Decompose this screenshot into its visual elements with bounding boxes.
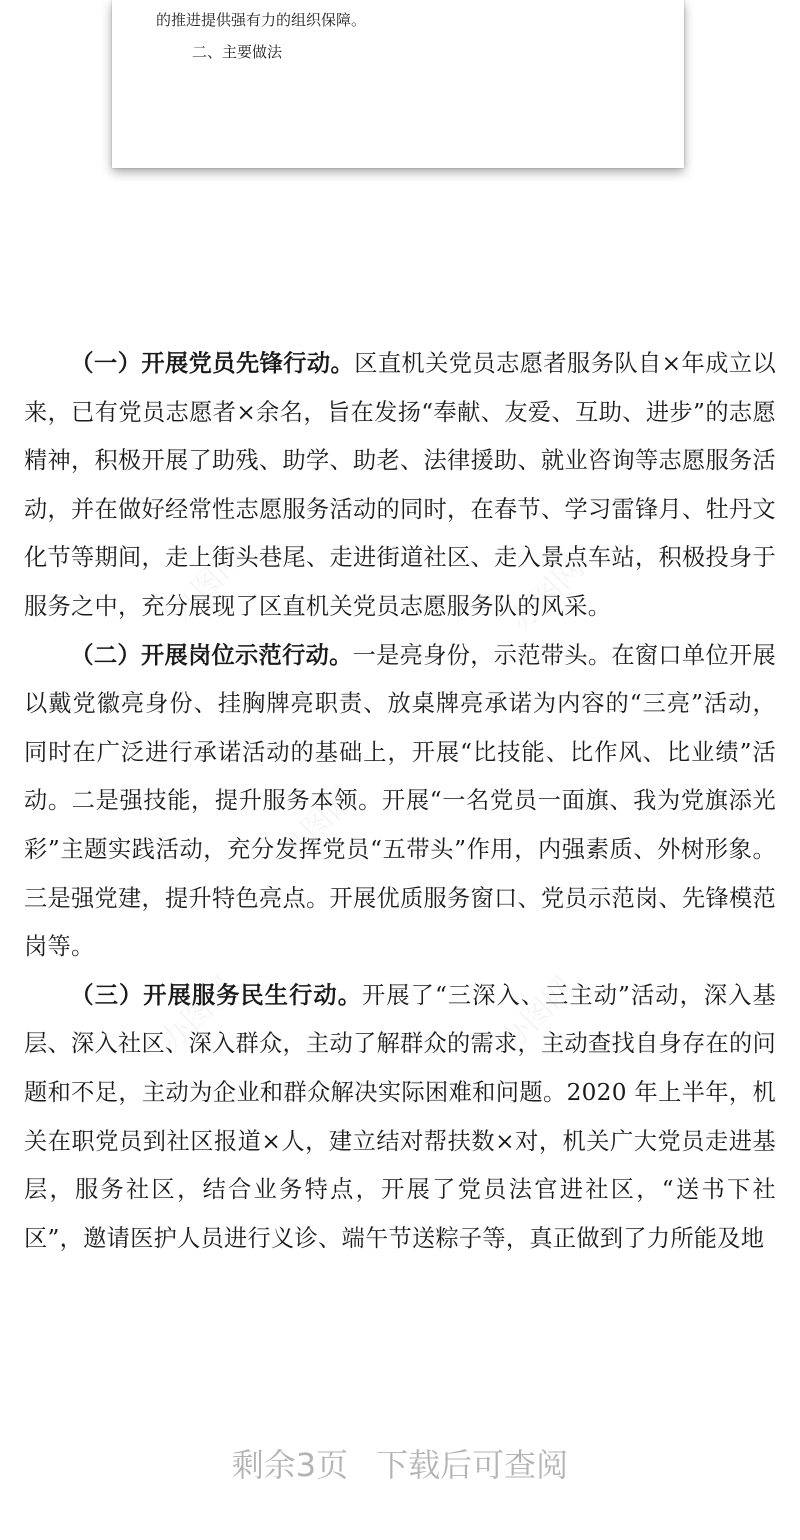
document-body <box>24 340 776 1263</box>
paragraph-text: 一是亮身份，示范带头。在窗口单位开展以戴党徽亮身份、挂胸牌亮职责、放桌牌亮承诺为内容的“三亮”活动，同时在广泛进行承诺活动的基础上，开展“比技能、比作风、比业绩”活动。二是强技能，提升服务本领。开展“一名党员一面旗、我为党旗添光彩”主题实践活动，充分发挥党员“五带头”作用，内强素质、外树形象。三是强党建，提升特色亮点。开展优质服务窗口、党员示范岗、先锋模范岗等。 <box>24 641 776 961</box>
paragraph-2 <box>24 632 776 972</box>
download-prompt[interactable] <box>0 1440 800 1486</box>
paragraph-heading: （二）开展岗位示范行动。 <box>70 641 353 669</box>
previous-page-preview <box>112 0 684 168</box>
preview-section-heading: 二、主要做法 <box>192 43 283 61</box>
paragraph-heading: （三）开展服务民生行动。 <box>70 981 363 1009</box>
paragraph-text: 开展了“三深入、三主动”活动，深入基层、深入社区、深入群众，主动了解群众的需求，主动查找自身存在的问题和不足，主动为企业和群众解决实际困难和问题。2020 年上半年，机关在职党员到社区报道×人，建立结对帮扶数×对，机关广大党员走进基层，服务社区，结合业务特点，开展了党员法官进社区，“送书下社区”，邀请医护人员进行义诊、端午节送粽子等，真正做到了力所能及地 <box>24 981 776 1252</box>
paragraph-3 <box>24 972 776 1264</box>
paragraph-heading: （一）开展党员先锋行动。 <box>70 350 355 377</box>
download-to-view-label[interactable]: 下载后可查阅 <box>376 1446 569 1484</box>
paragraph-text: 区直机关党员志愿者服务队自×年成立以来，已有党员志愿者×余名，旨在发扬“奉献、友爱、互助、进步”的志愿精神，积极开展了助残、助学、助老、法律援助、就业咨询等志愿服务活动，并在做好经常性志愿服务活动的同时，在春节、学习雷锋月、牡丹文化节等期间，走上街头巷尾、走进街道社区、走入景点车站，积极投身于服务之中，充分展现了区直机关党员志愿服务队的风采。 <box>24 350 776 620</box>
paragraph-1 <box>24 340 776 632</box>
remaining-pages-label: 剩余3页 <box>231 1446 349 1484</box>
preview-text-line: 的推进提供强有力的组织保障。 <box>156 11 367 29</box>
